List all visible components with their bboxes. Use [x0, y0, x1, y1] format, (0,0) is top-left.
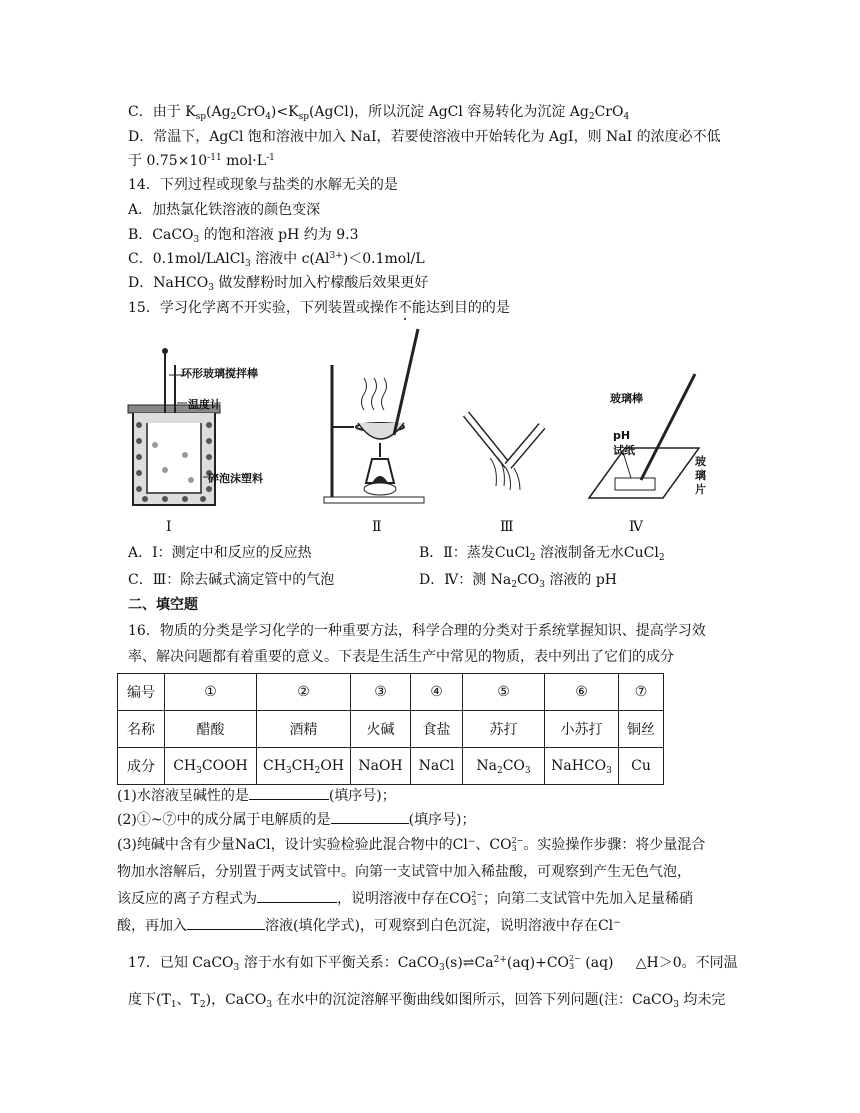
fig-roman-1: Ⅰ [166, 519, 172, 535]
fig4-label-glass2: 璃 [695, 469, 706, 482]
section-title: 二、填空题 [128, 597, 198, 613]
table-cell: ② [257, 674, 351, 711]
q14-stem: 14．下列过程或现象与盐类的水解无关的是 [128, 177, 398, 193]
table-row [118, 711, 664, 748]
evaporation-figure [320, 325, 430, 505]
q14-option-c: C．0.1mol/LAlCl$_3$ 溶液中 $c(Al^{3+})<0.1mol/L$ [128, 251, 425, 269]
q16-paragraph-line2: 率、解决问题都有着重要的意义。下表是生活生产中常见的物质，表中列出了它们的成分 [128, 649, 674, 665]
table-cell: 名称 [118, 711, 165, 748]
q13-option-d-line2: 于 $0.75\times 10^{-11}$ $mol\cdot L^{-1}$ [128, 153, 275, 169]
q14-option-b: B．CaCO$_3$ 的饱和溶液 pH 约为 9.3 [128, 227, 359, 245]
table-row [118, 748, 664, 785]
q16-sub2: (2)①~⑦中的成分属于电解质的是 (填序号)； [117, 809, 476, 830]
table-cell: 编号 [118, 674, 165, 711]
q13-option-c: C．由于 $K_{sp}(Ag_2CrO_4)<K_{sp}(AgCl)$，所以沉淀 AgCl 容易转化为沉淀 $Ag_2CrO_4$ [128, 104, 630, 122]
fig4-label-rod: 玻璃棒 [610, 392, 643, 405]
ph-test-figure [585, 370, 705, 500]
answer-blank[interactable] [249, 785, 329, 800]
q15-stem: 15．学习化学离不开实验，下列装置或操作不能达到目的的是 [128, 300, 510, 316]
q16-sub3-line4: 酸，再加入 溶液(填化学式)，可观察到白色沉淀，说明溶液中存在Cl− [117, 915, 621, 936]
q15-option-b: B．Ⅱ：蒸发CuCl$_2$ 溶液制备无水CuCl$_2$ [419, 545, 665, 563]
q17-line1: 17．已知 CaCO$_3$ 溶于水有如下平衡关系：$CaCO_3(s)\rightleftharpoons Ca^{2+}(aq)+CO2-$ 3 (aq) △H＞0。不同温 [128, 954, 738, 973]
fig1-label-foam: 碎泡沫塑料 [208, 472, 263, 485]
q17-line2: 度下($T_1$、$T_2$)，CaCO$_3$ 在水中的沉淀溶解平衡曲线如图所示，回答下列问题(注：CaCO$_3$ 均未完 [128, 992, 726, 1010]
table-cell: ① [165, 674, 257, 711]
table-cell: $Na_2CO_3$ [463, 748, 545, 785]
table-cell: 小苏打 [545, 711, 619, 748]
table-row [118, 674, 664, 711]
fig-roman-2: Ⅱ [372, 519, 382, 535]
table-cell: NaHCO$_3$ [545, 748, 619, 785]
table-cell: 酒精 [257, 711, 351, 748]
q15-option-d: D．Ⅳ：测 $Na_2CO_3$ 溶液的 pH [419, 572, 618, 590]
table-cell: 铜丝 [619, 711, 664, 748]
table-cell: 食盐 [411, 711, 463, 748]
table-cell: $CH_3CH_2OH$ [257, 748, 351, 785]
q16-sub3-line3: 该反应的离子方程式为 ，说明溶液中存在CO2− 3 ；向第二支试管中先加入足量稀硝 [117, 890, 693, 907]
fig4-label-glass3: 片 [695, 483, 706, 496]
table-cell: $CH_3COOH$ [165, 748, 257, 785]
q13-option-d-line1: D．常温下，AgCl 饱和溶液中加入 NaI，若要使溶液中开始转化为 AgI，则 NaI 的浓度必不低 [128, 129, 721, 145]
table-cell: ⑤ [463, 674, 545, 711]
q16-paragraph-line1: 16．物质的分类是学习化学的一种重要方法，科学合理的分类对于系统掌握知识、提高学习效 [128, 623, 706, 639]
answer-blank[interactable] [187, 915, 265, 930]
table-cell: 火碱 [351, 711, 411, 748]
q16-sub1: (1)水溶液呈碱性的是 (填序号)； [117, 785, 396, 806]
table-cell: ④ [411, 674, 463, 711]
table-cell: Cu [619, 748, 664, 785]
fig-roman-4: Ⅳ [629, 519, 643, 535]
fig4-label-glass1: 玻 [695, 455, 706, 468]
burette-figure [462, 410, 552, 500]
answer-blank[interactable] [331, 809, 409, 824]
answer-blank[interactable] [257, 888, 337, 903]
q14-option-d: D．NaHCO$_3$ 做发酵粉时加入柠檬酸后效果更好 [128, 275, 429, 293]
q16-sub3-line1: (3)纯碱中含有少量NaCl，设计实验检验此混合物中的Cl−、CO2− 3 。实验操作步骤：将少量混合 [117, 836, 706, 853]
q15-option-a: A．Ⅰ：测定中和反应的反应热 [128, 545, 312, 561]
table-cell: ③ [351, 674, 411, 711]
q15-option-c: C．Ⅲ：除去碱式滴定管中的气泡 [128, 572, 335, 588]
substance-table [117, 673, 664, 785]
table-cell: ⑦ [619, 674, 664, 711]
table-cell: 苏打 [463, 711, 545, 748]
q16-sub3-line2: 物加水溶解后，分别置于两支试管中。向第一支试管中加入稀盐酸，可观察到产生无色气泡， [117, 864, 691, 880]
fig1-label-thermometer: 温度计 [188, 398, 221, 411]
table-cell: 成分 [118, 748, 165, 785]
fig4-label-paper: 试纸 [613, 444, 635, 457]
fig4-label-ph: pH [613, 429, 631, 442]
table-cell: NaCl [411, 748, 463, 785]
table-cell: 醋酸 [165, 711, 257, 748]
table-cell: ⑥ [545, 674, 619, 711]
fig1-label-stirrer: 环形玻璃搅拌棒 [181, 367, 258, 380]
fig-roman-3: Ⅲ [500, 519, 514, 535]
q14-option-a: A．加热氯化铁溶液的颜色变深 [128, 202, 321, 218]
table-cell: NaOH [351, 748, 411, 785]
